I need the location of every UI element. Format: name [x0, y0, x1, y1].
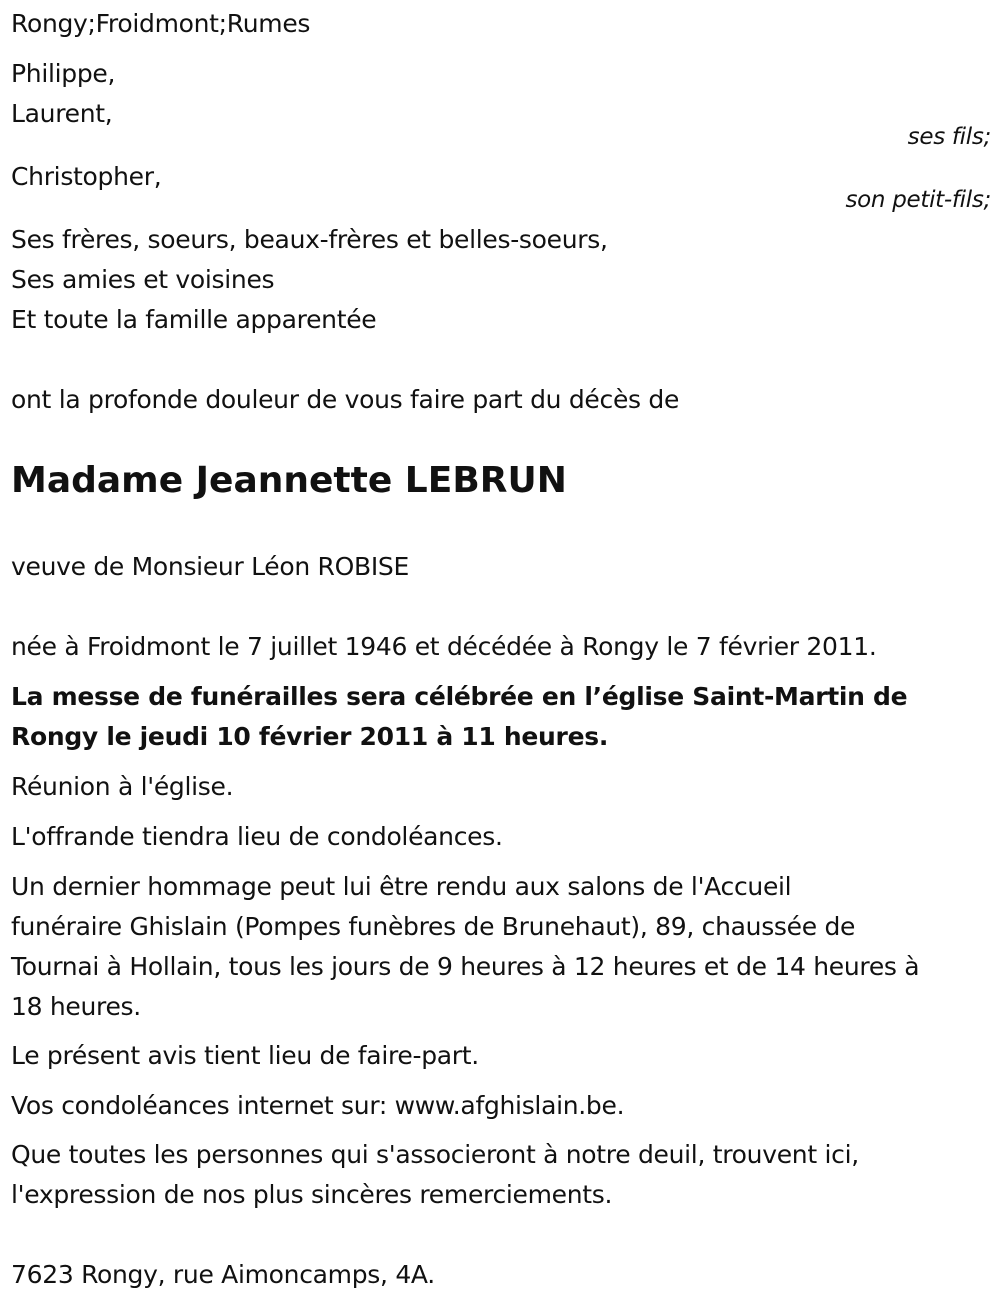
address-line: 7623 Rongy, rue Aimoncamps, 4A. — [11, 1260, 435, 1289]
family-member-line: Et toute la famille apparentée — [11, 305, 377, 334]
grandson-role: son petit-fils; — [845, 187, 991, 213]
tribute-line: 18 heures. — [11, 992, 141, 1021]
announcement: ont la profonde douleur de vous faire part du décès de — [11, 385, 680, 414]
condolences-line: Vos condoléances internet sur: www.afghislain.be. — [11, 1091, 625, 1120]
funeral-mass-line: Rongy le jeudi 10 février 2011 à 11 heures. — [11, 722, 609, 751]
tribute-line: Un dernier hommage peut lui être rendu aux salons de l'Accueil — [11, 872, 792, 901]
thanks-line: l'expression de nos plus sincères remerciements. — [11, 1180, 613, 1209]
notice-line: Le présent avis tient lieu de faire-part. — [11, 1041, 479, 1070]
grandson-name: Christopher, — [11, 162, 162, 191]
locations: Rongy;Froidmont;Rumes — [11, 9, 311, 38]
tribute-line: Tournai à Hollain, tous les jours de 9 heures à 12 heures et de 14 heures à — [11, 952, 920, 981]
offering-line: L'offrande tiendra lieu de condoléances. — [11, 822, 503, 851]
son-name: Laurent, — [11, 99, 113, 128]
family-member-line: Ses frères, soeurs, beaux-frères et belles-soeurs, — [11, 225, 608, 254]
spouse-line: veuve de Monsieur Léon ROBISE — [11, 552, 409, 581]
son-name: Philippe, — [11, 59, 116, 88]
birth-death-dates: née à Froidmont le 7 juillet 1946 et décédée à Rongy le 7 février 2011. — [11, 632, 877, 661]
family-member-line: Ses amies et voisines — [11, 265, 275, 294]
thanks-line: Que toutes les personnes qui s'associeront à notre deuil, trouvent ici, — [11, 1140, 859, 1169]
sons-role: ses fils; — [907, 124, 991, 150]
deceased-name: Madame Jeannette LEBRUN — [11, 460, 567, 501]
meeting-line: Réunion à l'église. — [11, 772, 234, 801]
tribute-line: funéraire Ghislain (Pompes funèbres de Brunehaut), 89, chaussée de — [11, 912, 856, 941]
funeral-mass-line: La messe de funérailles sera célébrée en l’église Saint-Martin de — [11, 682, 908, 711]
